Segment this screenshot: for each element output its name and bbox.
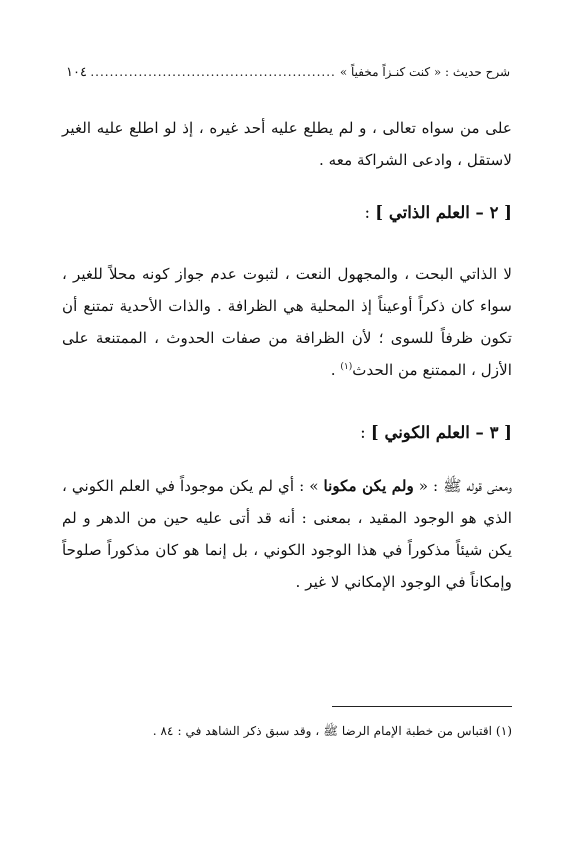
quoted-phrase: ولم يكن مكونا: [323, 477, 414, 495]
paragraph-2: [62, 258, 512, 386]
paragraph-3-intro: ومعنى قوله ﷺ : «: [413, 477, 512, 495]
paragraph-2-text: لا الذاتي البحت ، والمجهول النعت ، لثبوت عدم جواز كونه محلاً للغير ، سواء كان ذكراً أوعيناً إذ المحلية هي الظرافة . والذات الأحدية تمتنع أن تكون ظرفاً للسوى ؛ لأن الظرافة من صفات الحدوث ، الممتنعة على الأزل ، الممتنع من الحدث: [62, 265, 512, 379]
section-heading-text: [ ٣ – العلم الكوني ]: [370, 423, 512, 442]
header-dot-leader: [91, 65, 336, 79]
section-heading-essential-knowledge: [364, 203, 512, 222]
section-heading-text: [ ٢ – العلم الذاتي ]: [375, 203, 512, 222]
paragraph-3-rest: » : أي لم يكن موجوداً في العلم الكوني ، الذي هو الوجود المقيد ، بمعنى : أنه قد أتى عليه حين من الدهر و لم يكن شيئاً مذكوراً في هذا الوجود الكوني ، بل إنما هو كان مذكوراً صلوحاً وإمكاناً في الوجود الإمكاني لا غير .: [62, 477, 512, 591]
page-number: ١٠٤: [66, 64, 87, 80]
paragraph-1: على من سواه تعالى ، و لم يطلع عليه أحد غيره ، إذ لو اطلع عليه الغير لاستقل ، وادعى الشراكة معه .: [62, 119, 512, 169]
section-heading-colon: :: [364, 203, 376, 222]
paragraph-2-end: .: [330, 361, 341, 379]
running-header: [62, 62, 510, 82]
footnote-separator: [332, 706, 512, 707]
paragraph-3: [62, 470, 512, 598]
section-heading-colon: :: [360, 423, 371, 442]
footnote: (١) اقتباس من خطبة الإمام الرضا ﷺ ، وقد سبق ذكر الشاهد في : ٨٤ .: [152, 724, 512, 738]
running-header-title: شرح حديث : « كنت كنـزاً مخفياً »: [339, 65, 510, 79]
section-heading-cosmic-knowledge: [360, 423, 512, 442]
footnote-marker[interactable]: (١): [340, 361, 353, 372]
